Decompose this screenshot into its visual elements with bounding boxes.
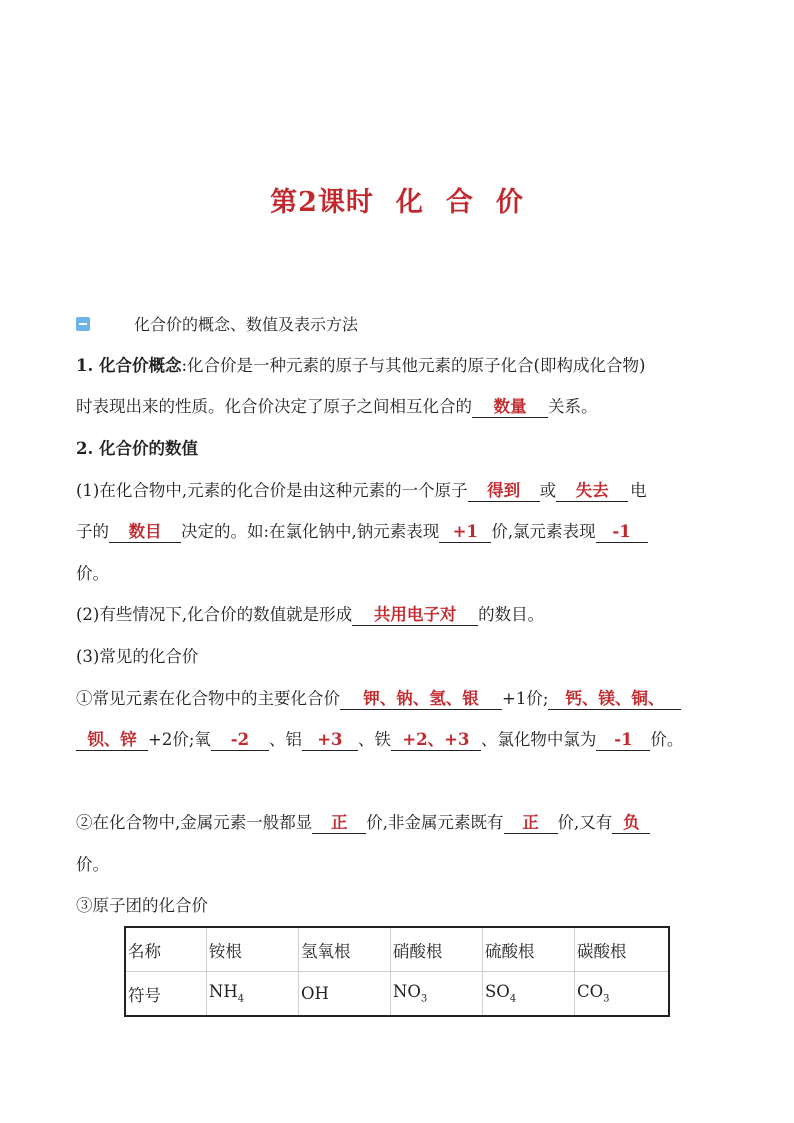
text: 的数目。 <box>478 605 545 624</box>
concept-text-3: 关系。 <box>548 397 598 416</box>
paragraph-2-3c: ③原子团的化合价 <box>76 896 208 915</box>
text: 决定的。如:在氯化钠中,钠元素表现 <box>181 522 440 541</box>
section-one-icon <box>76 317 90 331</box>
answer-blank: 数目 <box>109 522 181 543</box>
section-heading <box>76 312 358 335</box>
table-cell: 铵根 <box>206 927 298 972</box>
answer-blank: 共用电子对 <box>352 605 478 626</box>
title-char-2: 合 <box>445 187 474 218</box>
text: ①常见元素在化合物中的主要化合价 <box>76 689 340 708</box>
table-cell <box>574 972 669 1017</box>
section-heading-text: 化合价的概念、数值及表示方法 <box>134 315 359 334</box>
formula-base: NH <box>208 982 238 1002</box>
text: +2价;氧 <box>148 730 211 749</box>
table-row <box>125 972 669 1017</box>
table-cell <box>206 972 298 1017</box>
answer-blank: 负 <box>612 813 650 834</box>
page-title <box>0 180 794 219</box>
answer-blank: 钡、锌 <box>76 730 148 751</box>
table-cell: 硫酸根 <box>482 927 574 972</box>
answer-blank: 正 <box>312 813 366 834</box>
formula-subscript: 4 <box>509 993 517 1005</box>
answer-blank: 钙、镁、铜、 <box>548 689 681 710</box>
concept-text-2: 时表现出来的性质。化合价决定了原子之间相互化合的 <box>76 397 472 416</box>
table-cell <box>299 972 391 1017</box>
text: 价,氯元素表现 <box>491 522 596 541</box>
text: 、铝 <box>268 730 302 749</box>
text: ②在化合物中,金属元素一般都显 <box>76 813 313 832</box>
formula-base: SO <box>484 982 510 1002</box>
table-cell: 硝酸根 <box>390 927 482 972</box>
paragraph-1-line-1 <box>76 355 645 377</box>
paragraph-2-1-line-2 <box>76 521 648 543</box>
answer-blank: 失去 <box>556 481 628 502</box>
table-cell: 氢氧根 <box>299 927 391 972</box>
answer-blank: -1 <box>596 730 650 751</box>
formula-subscript: 3 <box>420 993 428 1005</box>
text: 价。 <box>650 730 684 749</box>
answer-blank: 正 <box>504 813 558 834</box>
text: 或 <box>539 481 557 500</box>
answer-blank: 数量 <box>472 397 548 418</box>
text: 、铁 <box>357 730 391 749</box>
formula-subscript: 3 <box>603 993 610 1005</box>
title-char-3: 价 <box>495 187 524 218</box>
paragraph-2-3b-line-1 <box>76 812 650 834</box>
text: (1)在化合物中,元素的化合价是由这种元素的一个原子 <box>76 481 468 500</box>
text: 价,非金属元素既有 <box>366 813 504 832</box>
table-cell: 名称 <box>128 941 161 961</box>
table-cell <box>125 972 206 1017</box>
answer-blank: -1 <box>596 522 648 543</box>
formula-base: OH <box>301 984 329 1003</box>
table-cell: 碳酸根 <box>574 927 669 972</box>
answer-blank: 钾、钠、氢、银 <box>340 689 502 710</box>
formula-base: NO <box>392 982 421 1002</box>
title-char-1: 化 <box>395 187 424 218</box>
paragraph-2-3: (3)常见的化合价 <box>76 647 199 666</box>
table-cell <box>482 972 574 1017</box>
answer-blank: +3 <box>302 730 358 751</box>
paragraph-2-1-line-3: 价。 <box>76 564 109 583</box>
paragraph-2-2 <box>76 604 544 626</box>
answer-blank: +1 <box>439 522 491 543</box>
answer-blank: 得到 <box>468 481 540 502</box>
text: 电 <box>630 481 647 500</box>
answer-blank: +2、+3 <box>391 730 481 751</box>
text: (2)有些情况下,化合价的数值就是形成 <box>76 605 353 624</box>
lesson-number: 第2课时 <box>270 187 374 218</box>
text: 价,又有 <box>557 813 613 832</box>
text: +1价; <box>502 689 549 708</box>
text: 子的 <box>76 522 109 541</box>
paragraph-2-heading: 2. 化合价的数值 <box>76 439 198 458</box>
table-cell <box>390 972 482 1017</box>
table-row <box>125 927 669 972</box>
radical-table <box>124 926 670 1017</box>
answer-blank: -2 <box>211 730 269 751</box>
formula-base: CO <box>576 982 604 1002</box>
formula-subscript: 4 <box>237 993 245 1005</box>
concept-text: :化合价是一种元素的原子与其他元素的原子化合(即构成化合物) <box>181 356 646 375</box>
paragraph-2-3b-line-2: 价。 <box>76 855 109 874</box>
paragraph-2-1-line-1 <box>76 480 647 502</box>
paragraph-2-3a-line-1 <box>76 688 681 710</box>
concept-label: 1. 化合价概念 <box>76 356 182 375</box>
cell-text: 符号 <box>128 985 161 1005</box>
paragraph-1-line-2 <box>76 396 598 418</box>
paragraph-2-3a-line-2 <box>76 729 683 751</box>
text: 、氯化物中氯为 <box>480 730 597 749</box>
